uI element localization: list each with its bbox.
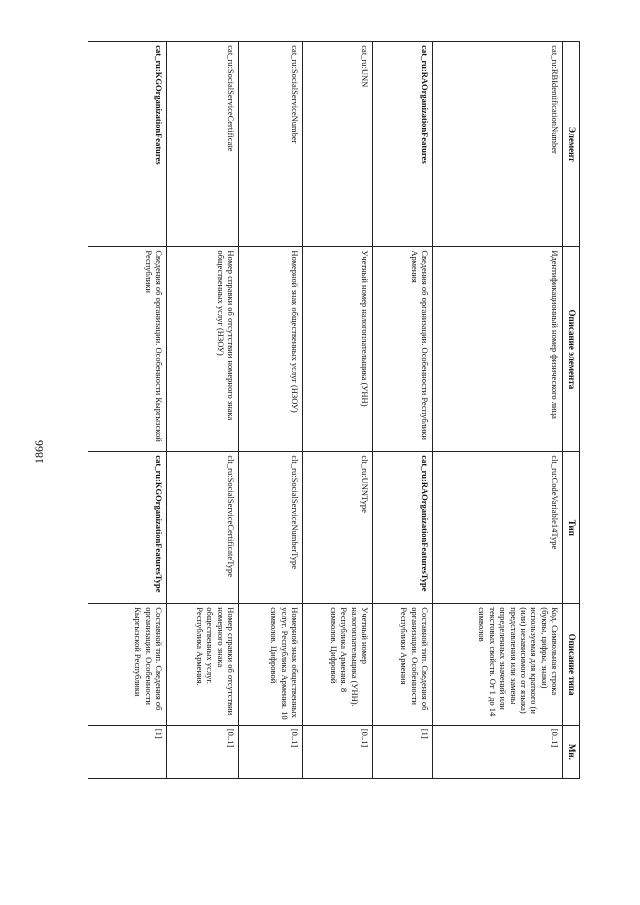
- cell-element-description: Номер справки об отсутствии номерного знака общественных услуг (НЗОУ): [167, 247, 239, 452]
- header-type-description: Описание типа: [563, 604, 580, 726]
- rotated-table-container: [88, 19, 580, 779]
- indent-cell: [373, 19, 433, 42]
- cell-multiplicity: [0..1]: [167, 725, 239, 778]
- cell-type: clt_ru:SocialServiceNumberType: [239, 452, 303, 604]
- table-row: [88, 19, 167, 779]
- cell-type: clt_ru:UNNType: [303, 452, 373, 604]
- indent-header-cell: [563, 19, 580, 42]
- cell-type-description: Учетный номер налогоплательщика (УНН). Республика Армения. 8 символов. Цифровой: [303, 604, 373, 726]
- cell-element: cat_ru:UNN: [303, 42, 373, 247]
- cell-type-description: Номер справки об отсутствии номерного знака общественных услуг. Республика Армения.: [167, 604, 239, 726]
- table-row: [239, 19, 303, 779]
- indent-cell: [433, 19, 563, 42]
- cell-type-description: Код. Символьная строка (буквы, цифры, знаки) используемая для краткого (и (или) независимого от языка) представления или замены определенных значений или текстовых свойств. От 1 до 14 символов: [433, 604, 563, 726]
- cell-element-description: Учетный номер налогоплательщика (УНН): [303, 247, 373, 452]
- header-element-description: Описание элемента: [563, 247, 580, 452]
- cell-multiplicity: [0..1]: [303, 725, 373, 778]
- cell-element: cat_ru:RBIdentificationNumber: [433, 42, 563, 247]
- table-row: [373, 19, 433, 779]
- cell-element-description: Идентификационный номер физического лица: [433, 247, 563, 452]
- cell-type: cat_ru:RAOrganizationFeaturesType: [373, 452, 433, 604]
- cell-multiplicity: [0..1]: [239, 725, 303, 778]
- indent-cell: [303, 19, 373, 42]
- cell-element: cat_ru:RAOrganizationFeatures: [373, 42, 433, 247]
- cell-type: cat_ru:KGOrganizationFeaturesType: [88, 452, 167, 604]
- table-row: [303, 19, 373, 779]
- cell-element: cat_ru:SocialServiceCertificate: [167, 42, 239, 247]
- table-header-row: [563, 19, 580, 779]
- page-number: 1866: [32, 440, 46, 464]
- cell-type: clt_ru:SocialServiceCertificateType: [167, 452, 239, 604]
- table-row: [433, 19, 563, 779]
- cell-element: cat_ru:KGOrganizationFeatures: [88, 42, 167, 247]
- cell-type: clt_ru:CodeVariable14Type: [433, 452, 563, 604]
- schema-table: [88, 19, 580, 779]
- cell-element: cat_ru:SocialServiceNumber: [239, 42, 303, 247]
- cell-multiplicity: [1]: [373, 725, 433, 778]
- indent-cell: [88, 19, 167, 42]
- cell-element-description: Сведения об организации. Особенности Кыргызской Республики: [88, 247, 167, 452]
- cell-multiplicity: [1]: [88, 725, 167, 778]
- cell-type-description: Составной тип. Сведения об организации. Особенности Кыргызской Республики: [88, 604, 167, 726]
- cell-type-description: Составной тип. Сведения об организации. Особенности Республики Армения: [373, 604, 433, 726]
- indent-cell: [167, 19, 239, 42]
- cell-multiplicity: [0..1]: [433, 725, 563, 778]
- cell-type-description: Номерной знак общественных услуг. Республика Армения. 10 символов. Цифровой: [239, 604, 303, 726]
- cell-element-description: Номерной знак общественных услуг (НЗОУ): [239, 247, 303, 452]
- table-row: [167, 19, 239, 779]
- header-type: Тип: [563, 452, 580, 604]
- header-element: Элемент: [563, 42, 580, 247]
- header-multiplicity: Мн.: [563, 725, 580, 778]
- cell-element-description: Сведения об организации. Особенности Республики Армения: [373, 247, 433, 452]
- indent-cell: [239, 19, 303, 42]
